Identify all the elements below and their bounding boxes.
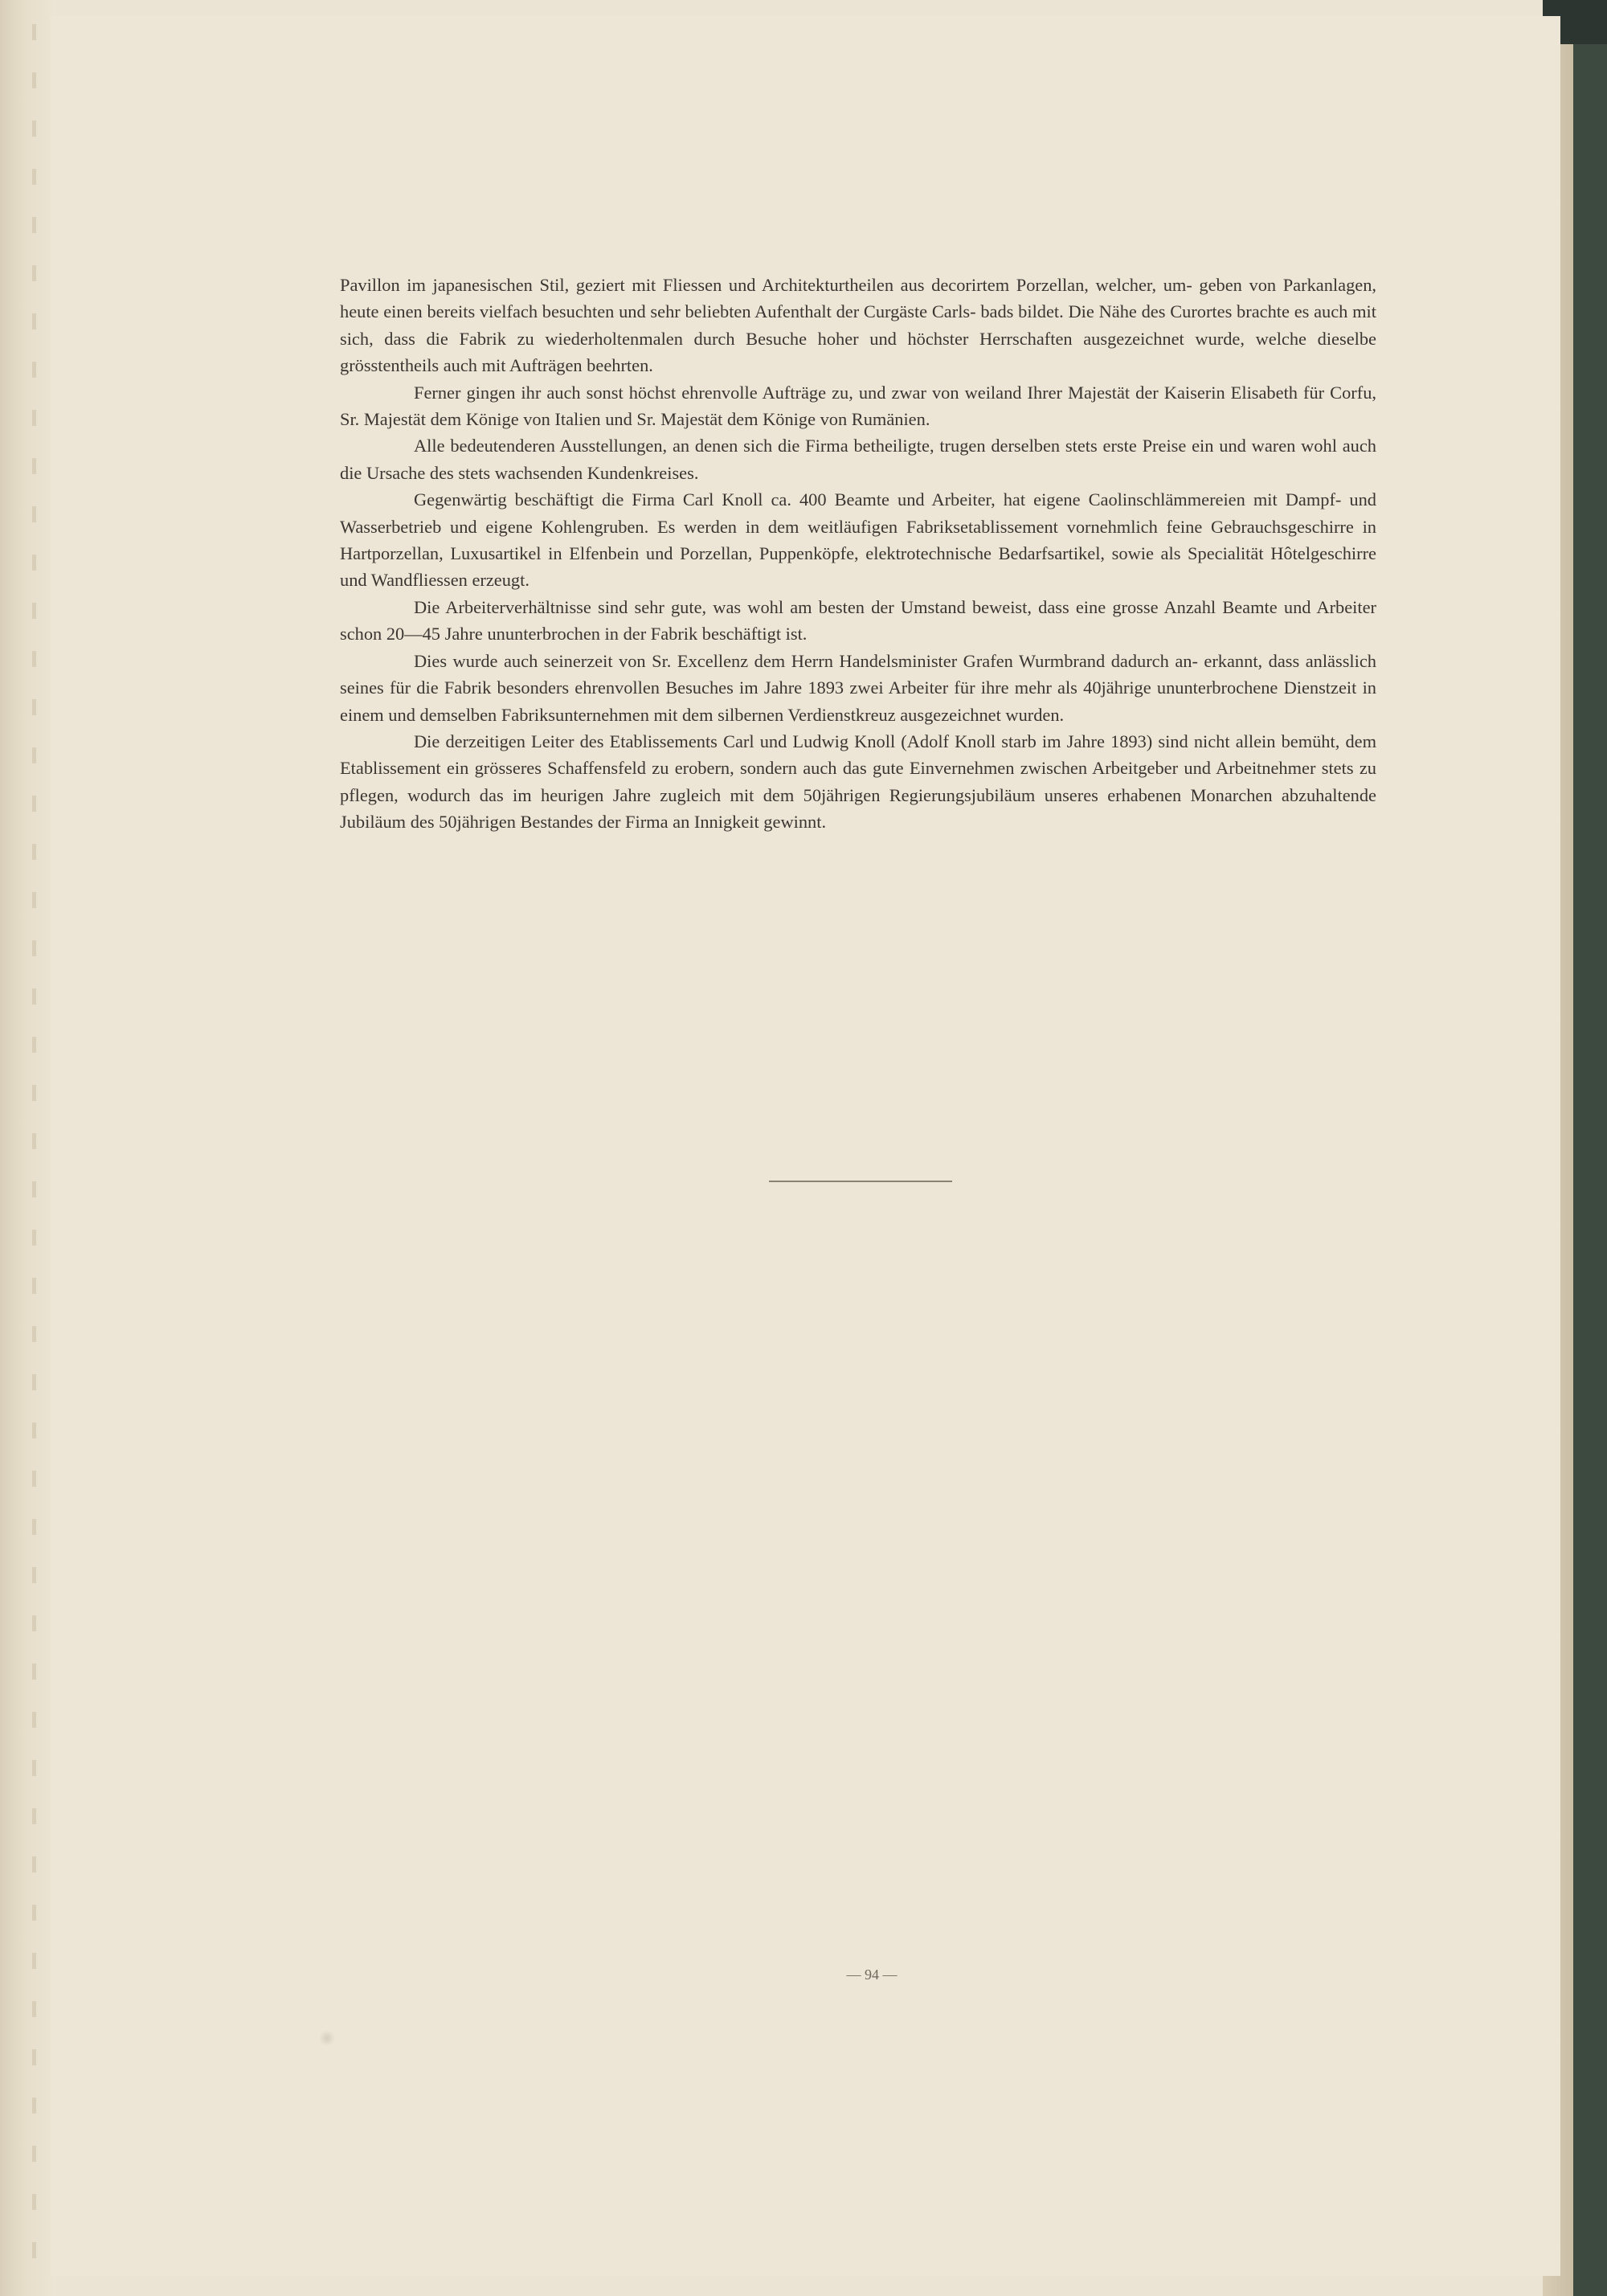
paragraph: Alle bedeutenderen Ausstellungen, an denen sich die Firma betheiligte, trugen derselben stets erste Preise ein und waren wohl auch die Ursache des stets wachsenden Kundenkreises. — [340, 436, 1376, 483]
page-number: — 94 — — [846, 1967, 898, 1983]
paragraph: Die Arbeiterverhältnisse sind sehr gute, was wohl am besten der Umstand beweist, dass eine grosse Anzahl Beamte und Arbeiter schon 20—45 Jahre ununterbrochen in der Fabrik beschäftigt ist. — [340, 596, 1376, 645]
paragraph: Die derzeitigen Leiter des Etablissements Carl und Ludwig Knoll (Adolf Knoll starb im Jahre 1893) sind nicht allein bemüht, dem Etablissement ein grösseres Schaffensfeld zu erobern, sondern auch das gute Einvernehmen zwischen Arbeitgeber und Arbeitnehmer stets zu pflegen, wodurch das im heurigen Jahre zugleich mit dem 50jährigen Regierungsjubiläum unseres erhabenen Monarchen abzuhaltende Jubiläum des 50jährigen Bestandes der Firma an Innigkeit gewinnt. — [340, 731, 1376, 833]
binding-stitch — [32, 24, 36, 2274]
paper-smudge — [320, 2029, 334, 2047]
binding-edge-left — [0, 0, 56, 2296]
book-cover-right — [1573, 0, 1607, 2296]
paragraph: Gegenwärtig beschäftigt die Firma Carl Knoll ca. 400 Beamte und Arbeiter, hat eigene Caolinschlämmereien mit Dampf- und Wasserbetrieb und eigene Kohlengruben. Es werden in dem weitläufigen Fabriksetablissement vornehmlich feine Gebrauchsgeschirre in Hartporzellan, Luxusartikel in Elfenbein und Porzellan, Puppenköpfe, elektrotechnische Bedarfsartikel, sowie als Specialität Hôtelgeschirre und Wandfliessen erzeugt. — [340, 489, 1376, 591]
paragraph-continuation: Pavillon im japanesischen Stil, geziert mit Fliessen und Architekturtheilen aus decorirtem Porzellan, welcher, um- geben von Parkanlagen, heute einen bereits vielfach besuchten und sehr beliebten Aufenthalt der Curgäste Carls- bads bildet. Die Nähe des Curortes brachte es auch mit sich, dass die Fabrik zu wiederholtenmalen durch Besuche hoher und höchster Herrschaften ausgezeichnet wurde, welche dieselbe grösstentheils auch mit Aufträgen beehrten. — [340, 275, 1376, 376]
paragraph: Dies wurde auch seinerzeit von Sr. Excellenz dem Herrn Handelsminister Grafen Wurmbrand dadurch an- erkannt, dass anlässlich seines für die Fabrik besonders ehrenvollen Besuches im Jahre 1893 zwei Arbeiter für ihre mehr als 40jährige ununterbrochene Dienstzeit in einem und demselben Fabriksunternehmen mit dem silbernen Verdienstkreuz ausgezeichnet wurden. — [340, 650, 1376, 725]
body-text — [340, 272, 1376, 836]
paragraph: Ferner gingen ihr auch sonst höchst ehrenvolle Aufträge zu, und zwar von weiland Ihrer Majestät der Kaiserin Elisabeth für Corfu, Sr. Majestät dem Könige von Italien und Sr. Majestät dem Könige von Rumänien. — [340, 382, 1376, 430]
section-divider — [769, 1181, 952, 1182]
